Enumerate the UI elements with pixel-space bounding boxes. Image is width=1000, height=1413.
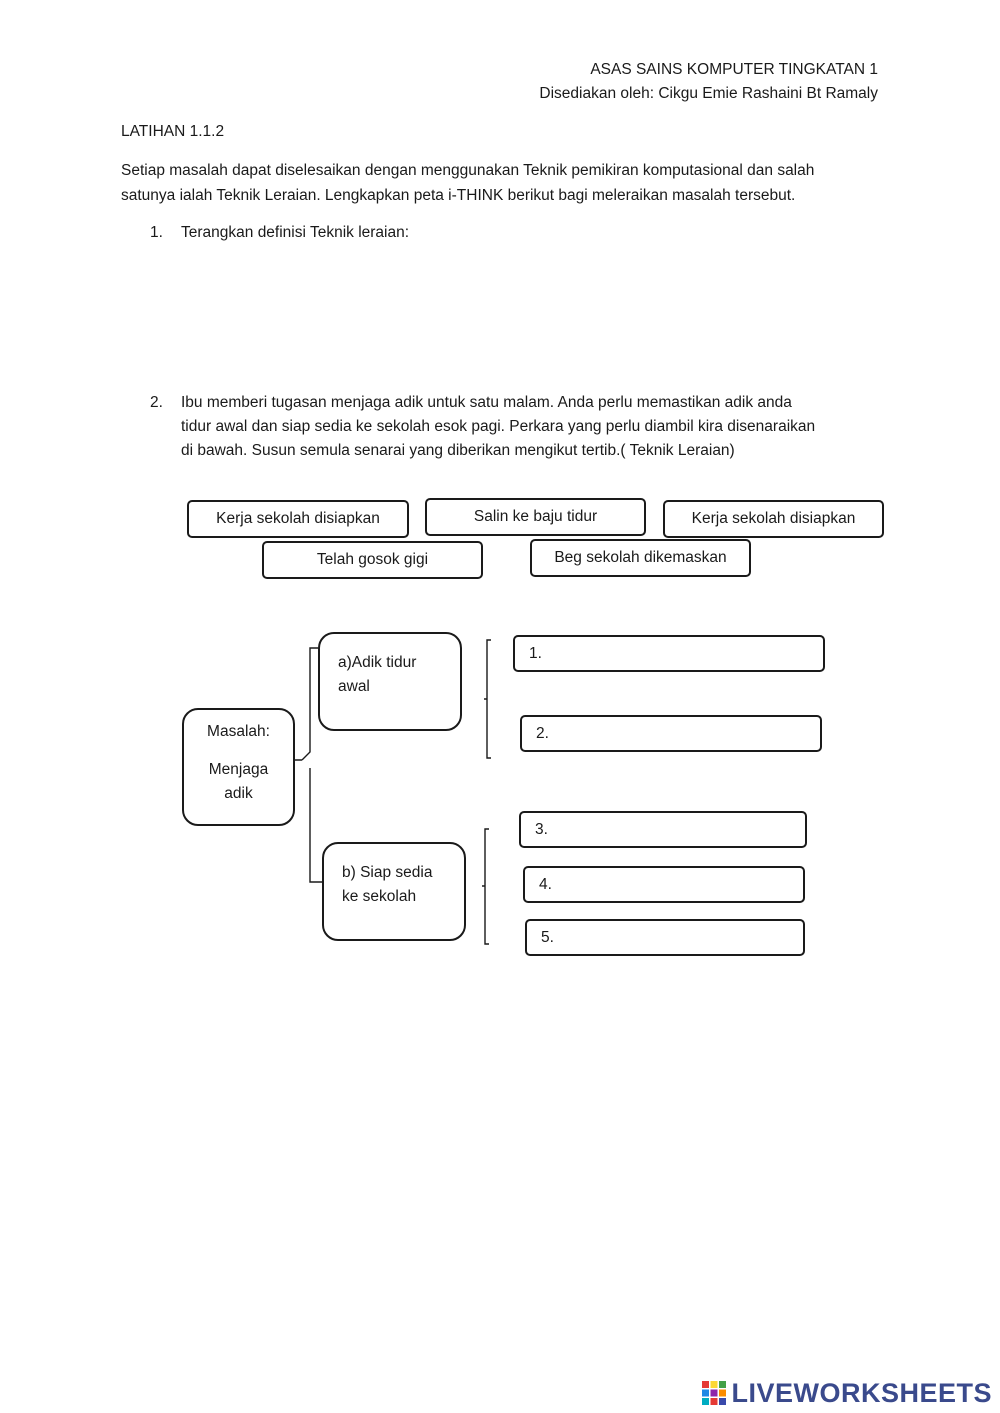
liveworksheets-logo: [701, 1376, 992, 1410]
intro-line-1: Setiap masalah dapat diselesaikan dengan menggunakan Teknik pemikiran komputasional dan salah: [121, 162, 815, 179]
branch-a-line-1: a)Adik tidur: [338, 654, 417, 671]
branch-b-node: [322, 842, 466, 941]
option-chip-5[interactable]: Beg sekolah dikemaskan: [530, 539, 751, 577]
answer-number-1: 1.: [529, 645, 542, 662]
branch-b-bracket: [482, 829, 489, 944]
subject-header: ASAS SAINS KOMPUTER TINGKATAN 1: [590, 61, 878, 78]
question-2-line-2: tidur awal dan siap sedia ke sekolah esok pagi. Perkara yang perlu diambil kira disenaraikan: [181, 418, 816, 435]
answer-input-3[interactable]: [561, 816, 797, 845]
question-2-number: 2.: [150, 394, 163, 411]
question-2-line-3: di bawah. Susun semula senarai yang diberikan mengikut tertib.( Teknik Leraian): [181, 442, 735, 459]
author-header: Disediakan oleh: Cikgu Emie Rashaini Bt Ramaly: [539, 85, 878, 102]
answer-input-2[interactable]: [562, 720, 812, 749]
liveworksheets-logo-icon: [701, 1380, 727, 1406]
branch-a-node: [318, 632, 462, 731]
answer-number-3: 3.: [535, 821, 548, 838]
answer-input-5[interactable]: [567, 924, 795, 953]
problem-label: Masalah:: [207, 723, 270, 740]
exercise-title: LATIHAN 1.1.2: [121, 123, 225, 140]
problem-line-1: Menjaga: [208, 761, 269, 778]
option-chip-3[interactable]: Kerja sekolah disiapkan: [663, 500, 884, 538]
question-2-line-1: Ibu memberi tugasan menjaga adik untuk satu malam. Anda perlu memastikan adik anda: [181, 394, 792, 411]
answer-number-4: 4.: [539, 876, 552, 893]
answer-box-3[interactable]: [519, 811, 807, 848]
answer-number-5: 5.: [541, 929, 554, 946]
question-1-text: Terangkan definisi Teknik leraian:: [181, 224, 410, 241]
answer-box-5[interactable]: [525, 919, 805, 956]
option-chip-1[interactable]: Kerja sekolah disiapkan: [187, 500, 409, 538]
answer-number-2: 2.: [536, 725, 549, 742]
answer-box-4[interactable]: [523, 866, 805, 903]
answer-box-1[interactable]: [513, 635, 825, 672]
branch-b-line-1: b) Siap sedia: [342, 864, 433, 881]
intro-line-2: satunya ialah Teknik Leraian. Lengkapkan peta i-THINK berikut bagi meleraikan masalah tersebut.: [121, 187, 796, 204]
answer-input-4[interactable]: [565, 871, 795, 900]
branch-a-bracket: [484, 640, 491, 758]
branch-b-line-2: ke sekolah: [342, 888, 417, 905]
answer-box-2[interactable]: [520, 715, 822, 752]
liveworksheets-logo-text: LIVEWORKSHEETS: [731, 1377, 992, 1408]
question-1-number: 1.: [150, 224, 163, 241]
option-chip-2[interactable]: Salin ke baju tidur: [425, 498, 646, 536]
branch-a-line-2: awal: [338, 678, 370, 695]
problem-line-2: adik: [224, 785, 253, 802]
option-chip-4[interactable]: Telah gosok gigi: [262, 541, 483, 579]
problem-node: [182, 708, 295, 826]
answer-input-1[interactable]: [555, 640, 815, 669]
